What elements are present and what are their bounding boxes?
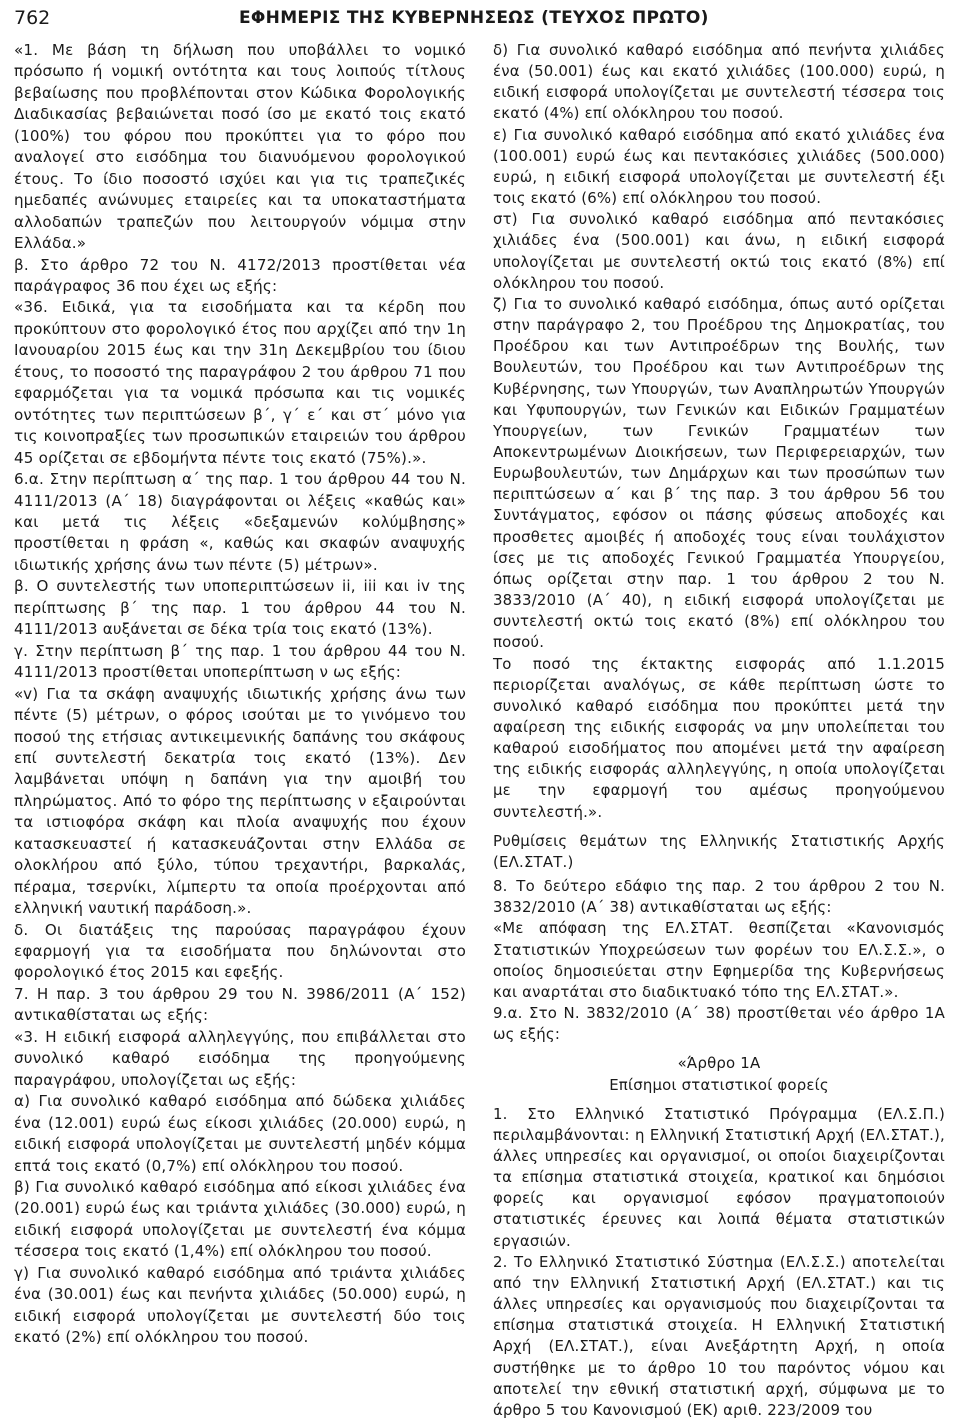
paragraph: β. Στο άρθρο 72 του Ν. 4172/2013 προστίθεται νέα παράγραφος 36 που έχει ως εξής:	[14, 255, 466, 295]
left-column	[14, 40, 466, 1349]
page-number: 762	[14, 7, 51, 29]
paragraph: ζ) Για το συνολικό καθαρό εισόδημα, όπως αυτό ορίζεται στην παράγραφο 2, του Προέδρου της Δημοκρατίας, του Προέδρου και των Αντιπροέδρων της Βουλής, των Βουλευτών, του Προέδρου και των Αντιπροέδρων της Κυβέρνησης, των Υπουργών, των Αναπληρωτών Υπουργών και Υφυπουργών, των Γενικών και Ειδικών Γραμματέων Υπουργείων, των Γενικών Γραμματέων των Αποκεντρωμένων Διοικήσεων, των Περιφερειαρχών, των Ευρωβουλευτών, των Δημάρχων και των προσώπων των περιπτώσεων α΄ και β΄ της παρ. 3 του άρθρου 56 του Συντάγματος, εφόσον οι πάσης φύσεως αποδοχές και προσθετες αμοιβές ή αποδοχές τους είναι τουλάχιστον ίσες με τις αποδοχές Γενικού Γραμματέα Υπουργείου, όπως ορίζεται στην παρ. 1 του άρθρου 2 του Ν. 3833/2010 (Α΄ 40), η ειδική εισφορά υπολογίζεται με συντελεστή οκτώ τοις εκατό (8%) επί ολόκληρου του ποσού.	[493, 294, 945, 652]
paragraph: «36. Ειδικά, για τα εισοδήματα και τα κέρδη που προκύπτουν στο φορολογικό έτος που αρχίζει από την 1η Ιανουαρίου 2015 έως και την 31η Δεκεμβρίου του ίδιου έτους, το ποσοστό της παραγράφου 2 του άρθρου 71 που εφαρμόζεται για τα νομικά πρόσωπα και τις νομικές οντότητες των περιπτώσεων β΄, γ΄ ε΄ και στ΄ μόνο για τις κοινοπραξίες των προσωπικών εταιρειών του άρθρου 45 ορίζεται σε εβδομήντα πέντε τοις εκατό (75%).».	[14, 298, 466, 467]
paragraph: στ) Για συνολικό καθαρό εισόδημα από πεντακόσιες χιλιάδες ένα (500.001) και άνω, η ειδική εισφορά υπολογίζεται με συντελεστή οκτώ τοις εκατό (8%) επί ολόκληρου του ποσού.	[493, 210, 945, 292]
paragraph: δ) Για συνολικό καθαρό εισόδημα από πενήντα χιλιάδες ένα (50.001) έως και εκατό χιλιάδες (100.000) ευρώ, η ειδική εισφορά υπολογίζεται με συντελεστή τέσσερα τοις εκατό (4%) επί ολόκληρου του ποσού.	[493, 41, 945, 123]
paragraph: 8. Το δεύτερο εδάφιο της παρ. 2 του άρθρου 2 του Ν. 3832/2010 (Α΄ 38) αντικαθίσταται ως εξής:	[493, 877, 945, 917]
article-title: «Άρθρο 1Α	[677, 1054, 761, 1073]
paragraph: 1. Στο Ελληνικό Στατιστικό Πρόγραμμα (ΕΛ.Σ.Π.) περιλαμβάνονται: η Ελληνική Στατιστική Αρχή (ΕΛ.ΣΤΑΤ.), άλλες υπηρεσίες και οργανισμοί, οι οποίοι διαχειρίζονται τα επίσημα στατιστικά στοιχεία, κρατικοί και δημόσιοι φορείς και οργανισμοί εφόσον πραγματοποιούν στατιστικές έρευνες και λοιπά θέματα στατιστικών εργασιών.	[493, 1104, 945, 1250]
paragraph: 9.α. Στο Ν. 3832/2010 (Α΄ 38) προστίθεται νέο άρθρο 1Α ως εξής:	[493, 1004, 945, 1044]
paragraph: δ. Οι διατάξεις της παρούσας παραγράφου έχουν εφαρμογή για τα εισοδήματα που δηλώνονται στο φορολογικό έτος 2015 και εφεξής.	[14, 920, 466, 982]
page-header	[14, 6, 946, 36]
paragraph: Το ποσό της έκτακτης εισφοράς από 1.1.2015 περιορίζεται αναλόγως, σε κάθε περίπτωση ώστε το συνολικό καθαρό εισόδημα που προκύπτει μετά την αφαίρεση της ειδικής εισφοράς να μην υπολείπεται του καθαρού εισοδήματος που απομένει μετά την αφαίρεση της ειδικής εισφοράς αλληλεγγύης, η οποία υπολογίζεται με την εφαρμογή του αμέσως προηγούμενου συντελεστή.».	[493, 654, 945, 821]
paragraph: ε) Για συνολικό καθαρό εισόδημα από εκατό χιλιάδες ένα (100.001) ευρώ έως και πεντακόσιες χιλιάδες (500.000) ευρώ, η ειδική εισφορά υπολογίζεται με συντελεστή έξι τοις εκατό (6%) επί ολόκληρου του ποσού.	[493, 125, 945, 208]
paragraph: 7. Η παρ. 3 του άρθρου 29 του Ν. 3986/2011 (Α΄ 152) αντικαθίσταται ως εξής:	[14, 984, 466, 1025]
section-heading: Ρυθμίσεις θεμάτων της Ελληνικής Στατιστικής Αρχής (ΕΛ.ΣΤΑΤ.)	[493, 831, 945, 871]
paragraph: β) Για συνολικό καθαρό εισόδημα από είκοσι χιλιάδες ένα (20.001) ευρώ έως και τριάντα χιλιάδες (30.000) ευρώ, η ειδική εισφορά υπολογίζεται με συντελεστή ένα κόμμα τέσσερα τοις εκατό (1,4%) επί ολόκληρου του ποσού.	[14, 1178, 466, 1261]
paragraph: β. Ο συντελεστής των υποπεριπτώσεων ii, iii και iv της περίπτωσης β΄ της παρ. 1 του άρθρου 44 του Ν. 4111/2013 αυξάνεται σε δέκα τρία τοις εκατό (13%).	[14, 577, 466, 639]
paragraph: α) Για συνολικό καθαρό εισόδημα από δώδεκα χιλιάδες ένα (12.001) ευρώ έως είκοσι χιλιάδες (20.000) ευρώ, η ειδική εισφορά υπολογίζεται με συντελεστή μηδέν κόμμα επτά τοις εκατό (0,7%) επί ολόκληρου του ποσού.	[14, 1092, 466, 1175]
paragraph: «v) Για τα σκάφη αναψυχής ιδιωτικής χρήσης άνω των πέντε (5) μέτρων, ο φόρος ισούται με το γινόμενο του ποσού της ετήσιας αντικειμενικής δαπάνης του σκάφους επί συντελεστή δεκατρία τοις εκατό (13%). Δεν λαμβάνεται υπόψη η δαπάνη για την αμοιβή του πληρώματος. Από το φόρο της περίπτωσης ν εξαιρούνται τα ιστιοφόρα σκάφη και πλοία αναψυχής που έχουν κατασκευαστεί ή κατασκευάζονται στην Ελλάδα σε ολοκλήρου από ξύλο, τύπου τρεχαντήρι, βαρκαλάς, πέραμα, τσερνίκι, λίμπερτυ τα οποία προέρχονται από ελληνική ναυτική παράδοση.».	[14, 684, 466, 918]
paragraph: «1. Με βάση τη δήλωση που υποβάλλει το νομικό πρόσωπο ή νομική οντότητα και τους λοιπούς τίτλους βεβαίωσης που προβλέπονται στον Κώδικα Φορολογικής Διαδικασίας βεβαιώνεται ποσό ίσο με εκατό τοις εκατό (100%) του φόρου που προκύπτει για το φόρο που αναλογεί στο εισόδημα του διανυόμενου φορολογικού έτους. Το ίδιο ποσοστό ισχύει και για τις τραπεζικές ημεδαπές ανώνυμες εταιρείες και τα υποκαταστήματα αλλοδαπών τραπεζών που λειτουργούν νόμιμα στην Ελλάδα.»	[14, 41, 466, 253]
paragraph: 6.α. Στην περίπτωση α΄ της παρ. 1 του άρθρου 44 του Ν. 4111/2013 (Α΄ 18) διαγράφονται οι λέξεις «καθώς και» και μετά τις λέξεις «δεξαμενών κολύμβησης» προστίθεται η φράση «, καθώς και σκαφών αναψυχής ιδιωτικής χρήσης άνω των πέντε (5) μέτρων».	[14, 470, 466, 574]
paragraph: «Με απόφαση της ΕΛ.ΣΤΑΤ. θεσπίζεται «Κανονισμός Στατιστικών Υποχρεώσεων των φορέων του ΕΛ.Σ.Σ.», ο οποίος δημοσιεύεται στην Εφημερίδα της Κυβερνήσεως και αναρτάται στο διαδικτυακό τόπο της ΕΛ.ΣΤΑΤ.».	[493, 919, 945, 1001]
gazette-title: ΕΦΗΜΕΡΙΣ ΤΗΣ ΚΥΒΕΡΝΗΣΕΩΣ (ΤΕΥΧΟΣ ΠΡΩΤΟ)	[239, 8, 709, 28]
paragraph: 2. Το Ελληνικό Στατιστικό Σύστημα (ΕΛ.Σ.Σ.) αποτελείται από την Ελληνική Στατιστική Αρχή (ΕΛ.ΣΤΑΤ.) και τις άλλες υπηρεσίες και οργανισμούς που διαχειρίζονται τα επίσημα στατιστικά στοιχεία. Η Ελληνική Στατιστική Αρχή (ΕΛ.ΣΤΑΤ.), είναι Ανεξάρτητη Αρχή, η οποία συστήθηκε με το άρθρο 10 του παρόντος νόμου και αποτελεί την εθνική στατιστική αρχή, σύμφωνα με το άρθρο 5 του Κανονισμού (ΕΚ) αριθ. 223/2009 του	[493, 1252, 945, 1419]
article-subtitle: Επίσημοι στατιστικοί φορείς	[609, 1075, 829, 1094]
paragraph: γ. Στην περίπτωση β΄ της παρ. 1 του άρθρου 44 του Ν. 4111/2013 προστίθεται υποπερίπτωση ν ως εξής:	[14, 641, 466, 682]
right-column	[493, 40, 945, 1421]
paragraph: γ) Για συνολικό καθαρό εισόδημα από τριάντα χιλιάδες ένα (30.001) έως και πενήντα χιλιάδες (50.000) ευρώ, η ειδική εισφορά υπολογίζεται με συντελεστή δύο τοις εκατό (2%) επί ολόκληρου του ποσού.	[14, 1263, 466, 1347]
paragraph: «3. Η ειδική εισφορά αλληλεγγύης, που επιβάλλεται στο συνολικό καθαρό εισόδημα της προηγούμενης παραγράφου, υπολογίζεται ως εξής:	[14, 1027, 466, 1089]
